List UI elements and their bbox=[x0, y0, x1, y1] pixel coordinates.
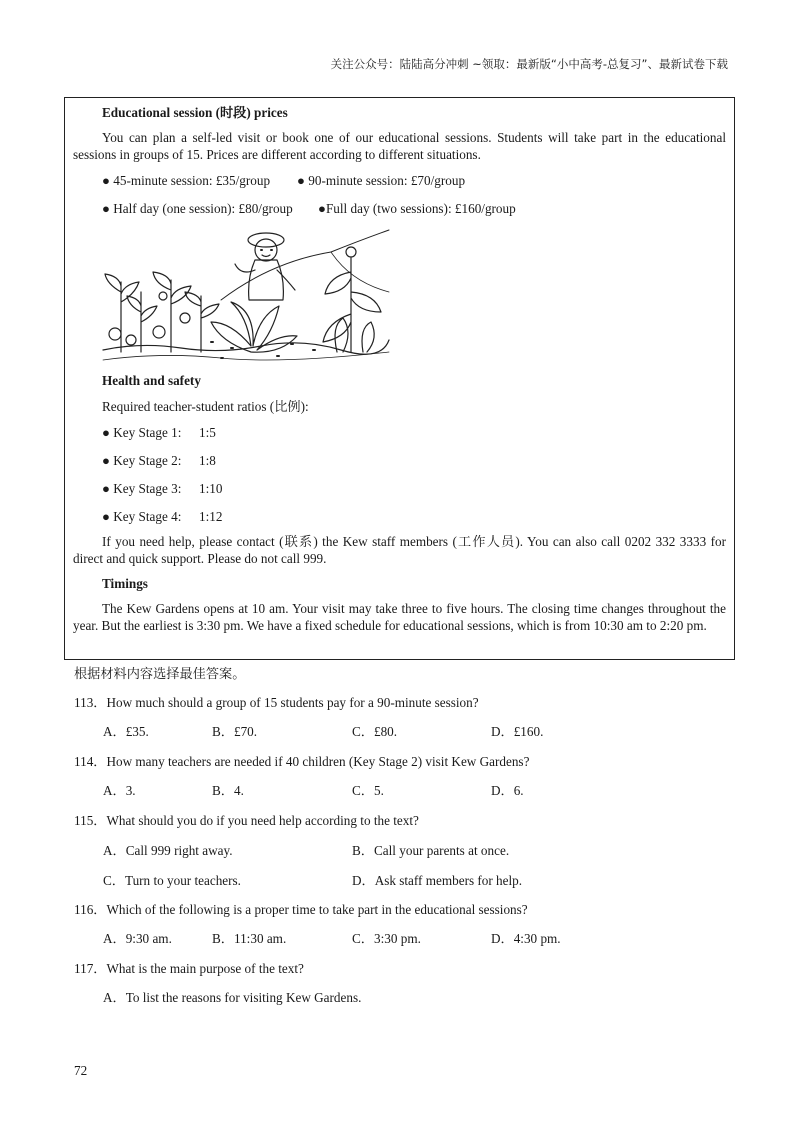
q116-option-c[interactable]: C．3:30 pm. bbox=[352, 931, 421, 946]
q114-option-c[interactable]: C．5. bbox=[352, 783, 384, 798]
page-header: 关注公众号：陆陆高分冲刺 ~领取：最新版“小中高考-总复习”、最新试卷下载 bbox=[330, 57, 728, 71]
question-117: 117．What is the main purpose of the text? bbox=[74, 961, 304, 976]
stage-3-ratio: 1:10 bbox=[199, 481, 223, 496]
q116-option-b[interactable]: B．11:30 am. bbox=[212, 931, 287, 946]
q115-option-a[interactable]: A．Call 999 right away. bbox=[103, 843, 233, 858]
question-115: 115．What should you do if you need help according to the text? bbox=[74, 813, 419, 828]
q113-option-a[interactable]: A．£35. bbox=[103, 724, 149, 739]
stage-1-ratio: 1:5 bbox=[199, 425, 216, 440]
question-113: 113．How much should a group of 15 students pay for a 90-minute session? bbox=[74, 695, 479, 710]
q113-option-b[interactable]: B．£70. bbox=[212, 724, 258, 739]
q116-option-a[interactable]: A．9:30 am. bbox=[103, 931, 172, 946]
q114-option-d[interactable]: D．6. bbox=[491, 783, 524, 798]
q114-option-a[interactable]: A．3. bbox=[103, 783, 136, 798]
q114-option-b[interactable]: B．4. bbox=[212, 783, 244, 798]
gardening-girl-illustration bbox=[101, 222, 391, 364]
q116-option-d[interactable]: D．4:30 pm. bbox=[491, 931, 561, 946]
health-heading: Health and safety bbox=[102, 373, 201, 388]
price-full: ●Full day (two sessions): £160/group bbox=[318, 201, 516, 216]
price-90: ● 90-minute session: £70/group bbox=[297, 173, 466, 188]
stage-4-label: ● Key Stage 4: bbox=[102, 509, 182, 524]
edu-heading: Educational session (时段) prices bbox=[102, 105, 288, 120]
stage-2-label: ● Key Stage 2: bbox=[102, 453, 182, 468]
question-114: 114．How many teachers are needed if 40 children (Key Stage 2) visit Kew Gardens? bbox=[74, 754, 530, 769]
q115-option-b[interactable]: B．Call your parents at once. bbox=[352, 843, 510, 858]
price-45: ● 45-minute session: £35/group bbox=[102, 173, 271, 188]
question-116: 116．Which of the following is a proper time to take part in the educational sessions? bbox=[74, 902, 528, 917]
help-paragraph: If you need help, please contact (联系) the Kew staff members (工作人员). You can also call 0202 332 3333 for direct and quick support. Please do not call 999. bbox=[73, 534, 726, 566]
q117-option-a[interactable]: A．To list the reasons for visiting Kew Gardens. bbox=[103, 990, 362, 1005]
q115-option-d[interactable]: D．Ask staff members for help. bbox=[352, 873, 523, 888]
q113-option-c[interactable]: C．£80. bbox=[352, 724, 398, 739]
stage-4-ratio: 1:12 bbox=[199, 509, 223, 524]
stage-2-ratio: 1:8 bbox=[199, 453, 216, 468]
q115-option-c[interactable]: C．Turn to your teachers. bbox=[103, 873, 241, 888]
reading-passage-box bbox=[64, 97, 735, 660]
ratios-intro: Required teacher-student ratios (比例): bbox=[102, 399, 309, 414]
timings-paragraph: The Kew Gardens opens at 10 am. Your visit may take three to five hours. The closing time changes throughout the year. But the earliest is 3:30 pm. We have a fixed schedule for educational sessions, which is from 10:30 am to 2:20 pm. bbox=[73, 601, 726, 633]
timings-heading: Timings bbox=[102, 576, 148, 591]
q113-option-d[interactable]: D．£160. bbox=[491, 724, 544, 739]
edu-paragraph: You can plan a self-led visit or book one of our educational sessions. Students will take part in the educational sessions in groups of 15. Prices are different according to different situations. bbox=[73, 130, 726, 162]
stage-1-label: ● Key Stage 1: bbox=[102, 425, 182, 440]
page-number: 72 bbox=[74, 1063, 88, 1078]
stage-3-label: ● Key Stage 3: bbox=[102, 481, 182, 496]
instruction: 根据材料内容选择最佳答案。 bbox=[74, 666, 246, 681]
price-half: ● Half day (one session): £80/group bbox=[102, 201, 293, 216]
